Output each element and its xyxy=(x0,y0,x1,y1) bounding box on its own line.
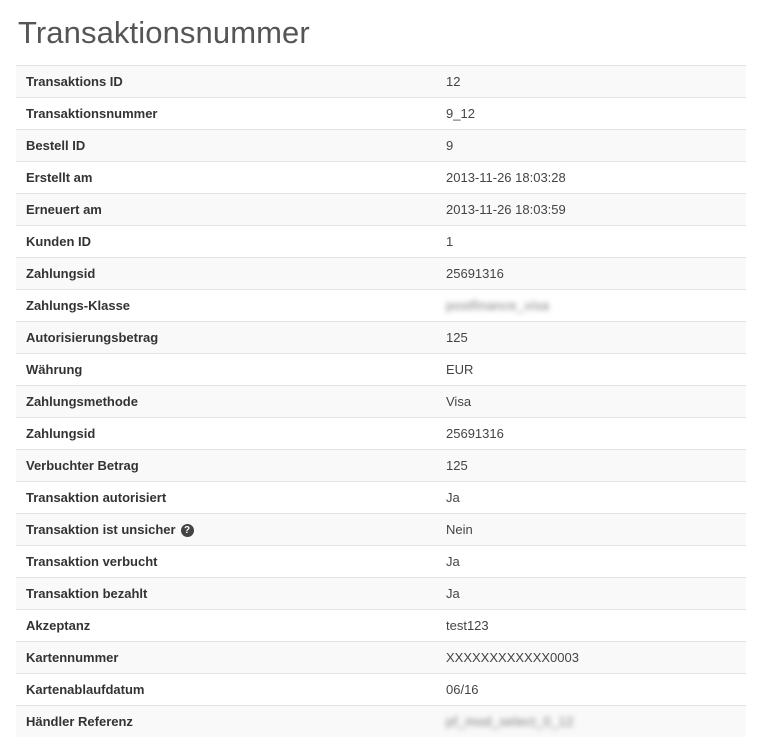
row-label-cell xyxy=(16,162,436,194)
row-label-cell xyxy=(16,290,436,322)
row-value-cell xyxy=(436,578,746,610)
table-row xyxy=(16,322,746,354)
row-label-cell xyxy=(16,610,436,642)
row-label: Währung xyxy=(26,362,83,378)
row-label: Transaktion verbucht xyxy=(26,554,158,570)
row-label: Autorisierungsbetrag xyxy=(26,330,159,346)
row-value: Ja xyxy=(446,586,460,602)
row-value: pf_mod_select_0_12 xyxy=(446,714,574,730)
table-row xyxy=(16,130,746,162)
row-label-cell xyxy=(16,66,436,98)
row-label: Transaktions ID xyxy=(26,74,123,90)
row-label-cell xyxy=(16,578,436,610)
table-row xyxy=(16,66,746,98)
row-label: Bestell ID xyxy=(26,138,86,154)
row-value: 9_12 xyxy=(446,106,475,122)
row-value-cell xyxy=(436,386,746,418)
table-row xyxy=(16,450,746,482)
row-value-cell xyxy=(436,642,746,674)
table-row xyxy=(16,642,746,674)
help-icon[interactable]: ? xyxy=(181,524,194,537)
table-row xyxy=(16,290,746,322)
row-value-cell xyxy=(436,290,746,322)
row-value-cell xyxy=(436,226,746,258)
row-value: 2013-11-26 18:03:59 xyxy=(446,202,566,218)
row-value-cell xyxy=(436,194,746,226)
row-label: Zahlungsmethode xyxy=(26,394,138,410)
row-value: test123 xyxy=(446,618,489,634)
row-label-cell xyxy=(16,98,436,130)
page-title: Transaktionsnummer xyxy=(18,15,310,50)
row-label-cell xyxy=(16,194,436,226)
row-label: Transaktion ist unsicher xyxy=(26,522,176,538)
table-row xyxy=(16,162,746,194)
row-value-cell xyxy=(436,514,746,546)
table-row xyxy=(16,194,746,226)
row-value-cell xyxy=(436,258,746,290)
row-label-cell xyxy=(16,546,436,578)
row-value: Ja xyxy=(446,554,460,570)
row-value: 12 xyxy=(446,74,461,90)
row-label-cell xyxy=(16,258,436,290)
table-row xyxy=(16,610,746,642)
row-label-cell xyxy=(16,226,436,258)
row-label-cell xyxy=(16,514,436,546)
row-label: Erneuert am xyxy=(26,202,102,218)
row-value-cell xyxy=(436,66,746,98)
row-value: 9 xyxy=(446,138,454,154)
table-row xyxy=(16,514,746,546)
table-row xyxy=(16,706,746,737)
table-row xyxy=(16,578,746,610)
row-value: Ja xyxy=(446,490,460,506)
row-value-cell xyxy=(436,546,746,578)
row-value: XXXXXXXXXXXX0003 xyxy=(446,650,579,666)
row-value-cell xyxy=(436,418,746,450)
table-row xyxy=(16,482,746,514)
row-label: Händler Referenz xyxy=(26,714,133,730)
row-value-cell xyxy=(436,674,746,706)
row-value: 25691316 xyxy=(446,266,504,282)
table-row xyxy=(16,258,746,290)
row-value-cell xyxy=(436,354,746,386)
row-label-cell xyxy=(16,322,436,354)
row-label: Kartenablaufdatum xyxy=(26,682,145,698)
table-row xyxy=(16,418,746,450)
row-value: Nein xyxy=(446,522,473,538)
row-label: Erstellt am xyxy=(26,170,93,186)
table-row xyxy=(16,386,746,418)
row-label: Kartennummer xyxy=(26,650,119,666)
row-value: 06/16 xyxy=(446,682,479,698)
row-label-cell xyxy=(16,706,436,737)
row-value: 125 xyxy=(446,458,468,474)
row-value: 1 xyxy=(446,234,454,250)
row-label-cell xyxy=(16,418,436,450)
row-value-cell xyxy=(436,98,746,130)
table-row xyxy=(16,226,746,258)
row-value: Visa xyxy=(446,394,472,410)
row-label: Transaktionsnummer xyxy=(26,106,158,122)
row-value-cell xyxy=(436,610,746,642)
row-label: Transaktion autorisiert xyxy=(26,490,167,506)
row-label: Verbuchter Betrag xyxy=(26,458,139,474)
row-label: Zahlungsid xyxy=(26,426,96,442)
row-label: Zahlungsid xyxy=(26,266,96,282)
row-label-cell xyxy=(16,482,436,514)
row-label: Akzeptanz xyxy=(26,618,91,634)
row-label-cell xyxy=(16,642,436,674)
row-value: EUR xyxy=(446,362,474,378)
table-row xyxy=(16,354,746,386)
row-label: Zahlungs-Klasse xyxy=(26,298,131,314)
row-value-cell xyxy=(436,482,746,514)
table-row xyxy=(16,546,746,578)
row-label-cell xyxy=(16,674,436,706)
row-value: 125 xyxy=(446,330,468,346)
row-value: 2013-11-26 18:03:28 xyxy=(446,170,566,186)
row-label-cell xyxy=(16,386,436,418)
row-label-cell xyxy=(16,130,436,162)
transaction-detail-table-body xyxy=(16,66,746,737)
row-value-cell xyxy=(436,162,746,194)
row-label: Kunden ID xyxy=(26,234,91,250)
row-label: Transaktion bezahlt xyxy=(26,586,148,602)
table-row xyxy=(16,674,746,706)
row-value: postfinance_visa xyxy=(446,298,550,314)
row-label-cell xyxy=(16,450,436,482)
row-label-cell xyxy=(16,354,436,386)
row-value-cell xyxy=(436,130,746,162)
row-value: 25691316 xyxy=(446,426,504,442)
row-value-cell xyxy=(436,322,746,354)
row-value-cell xyxy=(436,450,746,482)
row-value-cell xyxy=(436,706,746,737)
transaction-detail-table xyxy=(16,65,746,737)
table-row xyxy=(16,98,746,130)
